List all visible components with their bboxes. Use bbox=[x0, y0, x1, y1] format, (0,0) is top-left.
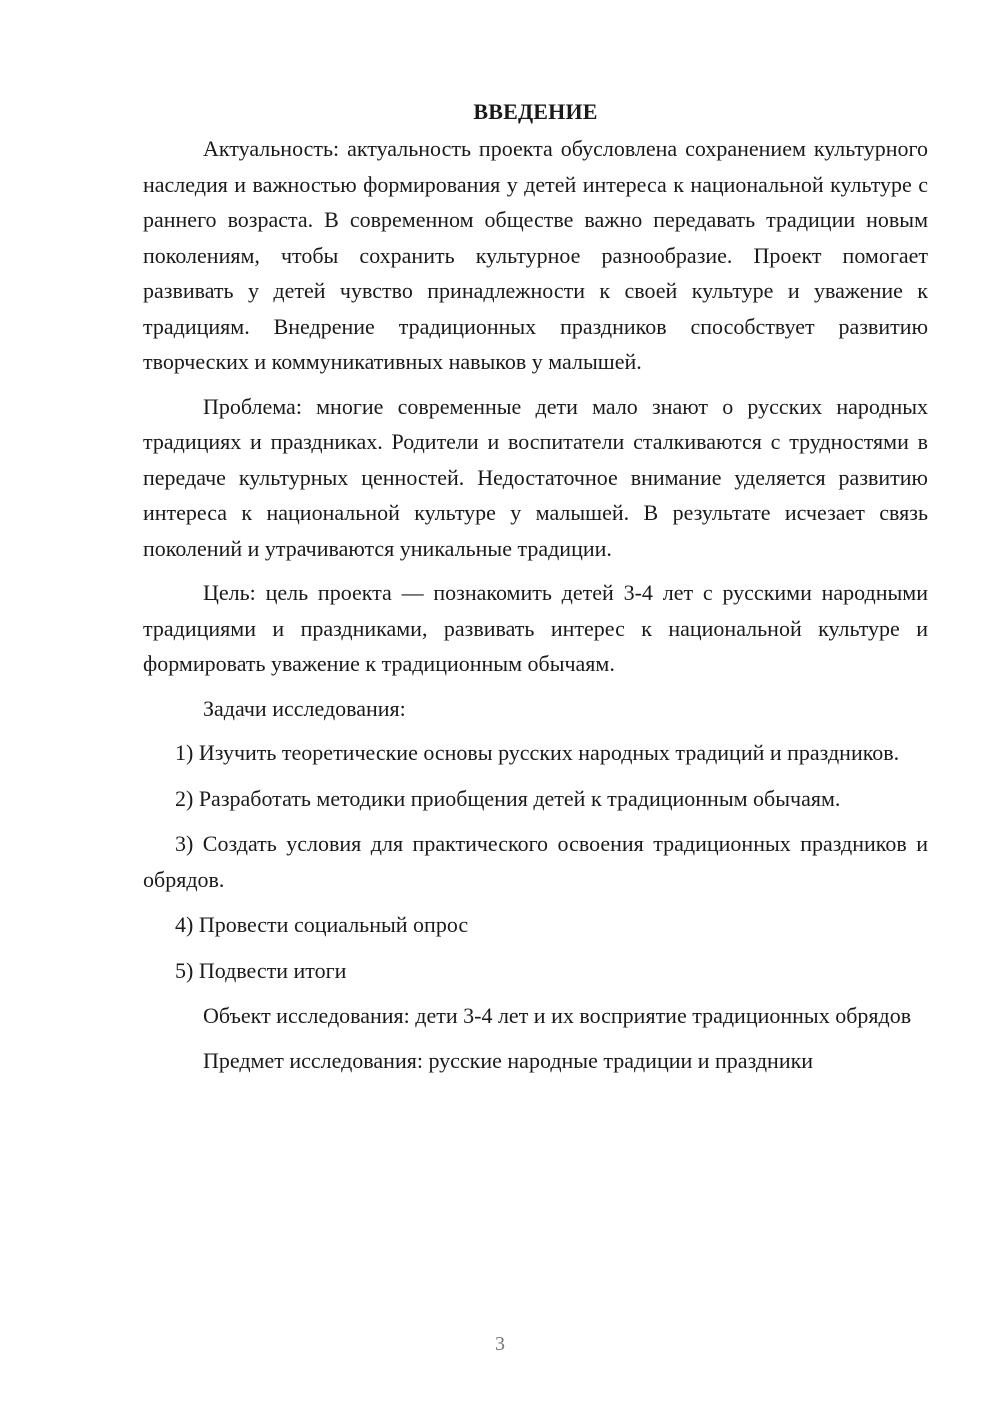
task-item: 1) Изучить теоретические основы русских народных традиций и праздников. bbox=[175, 740, 900, 765]
subject-paragraph: Предмет исследования: русские народные традиции и праздники bbox=[203, 1047, 814, 1073]
tasks-heading: Задачи исследования: bbox=[203, 695, 406, 721]
problem-paragraph: Проблема: многие современные дети мало знают о русских народных традициях и праздниках. Родители и воспитатели сталкиваются с трудностями в передаче культурных ценностей. Недостаточное внимание уделяется развитию интереса к национальной культуре у малышей. В результате исчезает связь поколений и утрачиваются уникальные традиции. bbox=[143, 393, 928, 561]
object-paragraph: Объект исследования: дети 3-4 лет и их восприятие традиционных обрядов bbox=[203, 1003, 912, 1028]
section-title: ВВЕДЕНИЕ bbox=[473, 99, 598, 124]
tasks-list bbox=[143, 735, 928, 988]
task-item: 3) Создать условия для практического освоения традиционных праздников и обрядов. bbox=[143, 831, 928, 892]
page-number: 3 bbox=[495, 1333, 505, 1355]
task-item: 4) Провести социальный опрос bbox=[175, 912, 469, 937]
task-item: 2) Разработать методики приобщения детей к традиционным обычаям. bbox=[175, 785, 841, 811]
task-item: 5) Подвести итоги bbox=[175, 957, 347, 983]
relevance-paragraph: Актуальность: актуальность проекта обусловлена сохранением культурного наследия и важностью формирования у детей интереса к национальной культуре с раннего возраста. В современном обществе важно передавать традиции новым поколениям, чтобы сохранить культурное разнообразие. Проект помогает развивать у детей чувство принадлежности к своей культуре и уважение к традициям. Внедрение традиционных праздников способствует развитию творческих и коммуникативных навыков у малышей. bbox=[143, 136, 928, 374]
goal-paragraph: Цель: цель проекта — познакомить детей 3-4 лет с русскими народными традициями и праздниками, развивать интерес к национальной культуре и формировать уважение к традиционным обычаям. bbox=[143, 580, 928, 676]
document-page bbox=[143, 94, 928, 1087]
